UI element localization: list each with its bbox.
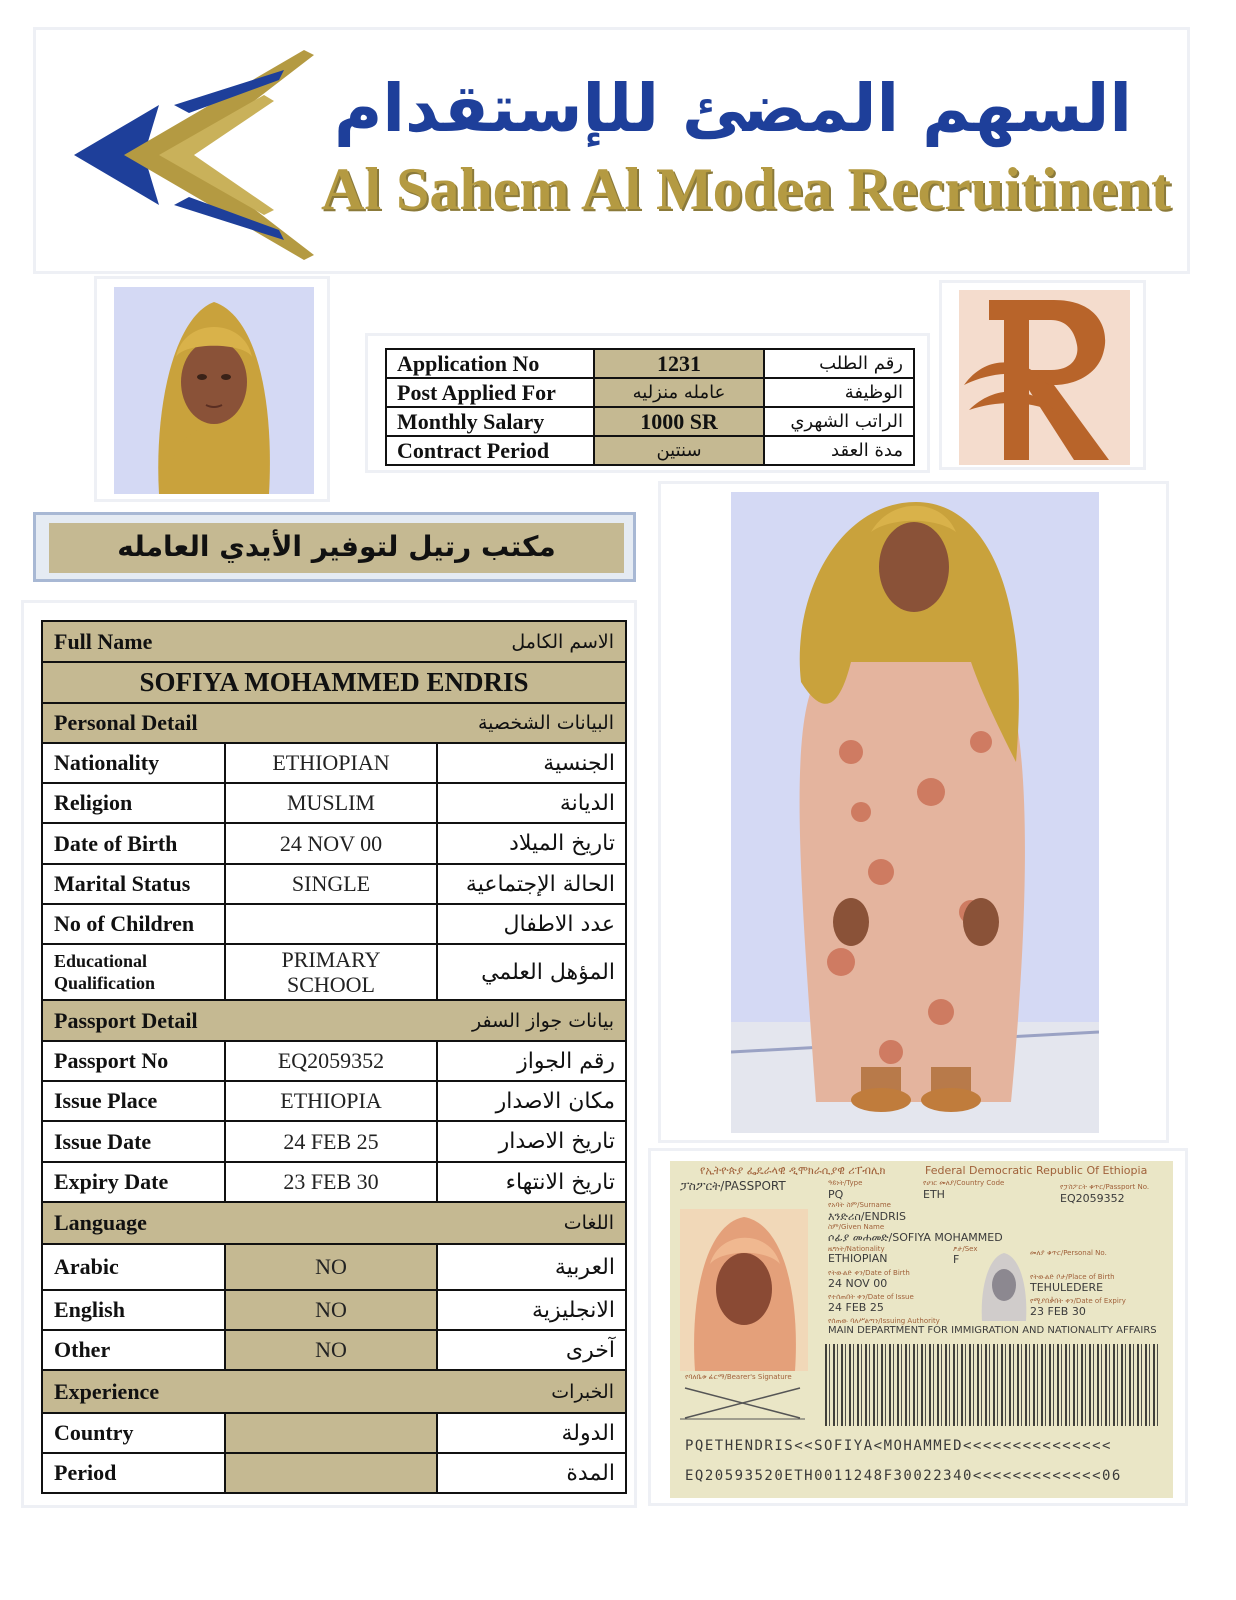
field-label: English xyxy=(42,1290,225,1330)
passport-surname-label: የአባት ስም/Surname xyxy=(828,1201,891,1209)
passport-nationality: ETHIOPIAN xyxy=(828,1252,888,1265)
full-body-photo xyxy=(731,492,1099,1133)
company-name-arabic: السهم المضئ للإستقدام xyxy=(334,70,1132,147)
field-label-arabic: رقم الجواز xyxy=(437,1041,626,1081)
table-row xyxy=(42,1202,626,1244)
issue-place-value: ETHIOPIA xyxy=(225,1081,437,1121)
application-info-box xyxy=(365,333,930,473)
other-language-value: NO xyxy=(225,1330,437,1370)
field-label-arabic: الانجليزية xyxy=(437,1290,626,1330)
education-value xyxy=(225,944,437,1000)
passport-country: ETH xyxy=(923,1188,945,1201)
full-name-label: Full Name xyxy=(54,628,153,654)
full-body-photo-frame xyxy=(658,481,1169,1143)
table-row xyxy=(42,621,626,662)
table-row xyxy=(42,1041,626,1081)
table-row xyxy=(42,1370,626,1413)
worker-detail-table xyxy=(41,620,627,1494)
passport-issue-label: የተሰጠበት ቀን/Date of Issue xyxy=(828,1293,914,1301)
passport-issue-date: 24 FEB 25 xyxy=(828,1301,884,1314)
section-heading: Personal Detail xyxy=(54,710,198,735)
passport-dob-label: የትውልድ ቀን/Date of Birth xyxy=(828,1269,910,1277)
passport-personal-no-label: መለያ ቁጥር/Personal No. xyxy=(1030,1249,1107,1257)
table-row xyxy=(42,1000,626,1041)
passport-expiry-date: 23 FEB 30 xyxy=(1030,1305,1086,1318)
section-heading-arabic: الخبرات xyxy=(551,1380,614,1403)
row-label: Contract Period xyxy=(386,436,594,465)
table-row xyxy=(42,944,626,1000)
field-label-arabic: تاريخ الانتهاء xyxy=(437,1162,626,1202)
field-label-arabic: العربية xyxy=(437,1244,626,1290)
passport-type: PQ xyxy=(828,1188,844,1201)
r-logo-icon xyxy=(959,290,1130,465)
education-label xyxy=(42,944,225,1000)
full-name-label-arabic: الاسم الكامل xyxy=(511,630,614,653)
table-row xyxy=(42,1453,626,1493)
passport-header-english: Federal Democratic Republic Of Ethiopia xyxy=(925,1164,1148,1177)
field-label-arabic: آخرى xyxy=(437,1330,626,1370)
field-label: Religion xyxy=(42,783,225,823)
passport-number-value: EQ2059352 xyxy=(225,1041,437,1081)
education-value-line1: PRIMARY xyxy=(281,947,381,972)
passport-photo xyxy=(680,1209,808,1371)
office-title-box xyxy=(33,512,636,582)
section-heading: Language xyxy=(54,1210,147,1235)
experience-period-value xyxy=(225,1453,437,1493)
agency-logo-frame xyxy=(939,280,1146,470)
arrow-logo-icon xyxy=(64,45,324,260)
section-heading: Experience xyxy=(54,1378,160,1404)
passport-country-label: የሀገር መለያ/Country Code xyxy=(923,1179,1005,1187)
table-row xyxy=(42,703,626,743)
barcode-icon xyxy=(825,1344,1160,1426)
passport-frame xyxy=(648,1148,1188,1506)
table-row xyxy=(42,1081,626,1121)
field-label: Other xyxy=(42,1330,225,1370)
table-row xyxy=(42,864,626,904)
marital-status-value: SINGLE xyxy=(225,864,437,904)
passport-surname: እንድሪስ/ENDRIS xyxy=(828,1210,907,1223)
field-label-arabic: الحالة الإجتماعية xyxy=(437,864,626,904)
table-row xyxy=(42,823,626,864)
passport-given-name: ሶፊያ መሐመድ/SOFIYA MOHAMMED xyxy=(828,1231,1003,1244)
passport-given-label: ስም/Given Name xyxy=(828,1223,885,1231)
worker-detail-frame xyxy=(21,600,637,1508)
field-label-arabic: عدد الاطفال xyxy=(437,904,626,944)
table-row xyxy=(42,783,626,823)
table-row xyxy=(42,1244,626,1290)
field-label-arabic: المؤهل العلمي xyxy=(437,944,626,1000)
issue-date-value: 24 FEB 25 xyxy=(225,1121,437,1162)
children-value xyxy=(225,904,437,944)
passport-pob-label: የትውልድ ቦታ/Place of Birth xyxy=(1030,1273,1115,1281)
passport-authority: MAIN DEPARTMENT FOR IMMIGRATION AND NATIONALITY AFFAIRS xyxy=(828,1325,1157,1336)
field-label: Date of Birth xyxy=(42,823,225,864)
application-table xyxy=(385,348,915,466)
section-heading: Passport Detail xyxy=(54,1007,198,1033)
table-row xyxy=(386,378,914,407)
passport-sex: F xyxy=(953,1253,960,1266)
field-label-arabic: مكان الاصدار xyxy=(437,1081,626,1121)
english-value: NO xyxy=(225,1290,437,1330)
row-label-arabic: رقم الطلب xyxy=(764,349,914,378)
field-label-arabic: تاريخ الاصدار xyxy=(437,1121,626,1162)
passport-scan xyxy=(670,1161,1173,1498)
education-label-line1: Educational xyxy=(54,951,148,971)
row-label-arabic: مدة العقد xyxy=(764,436,914,465)
field-label-arabic: الجنسية xyxy=(437,743,626,783)
table-row xyxy=(42,1290,626,1330)
passport-pob: TEHULEDERE xyxy=(1030,1281,1104,1294)
field-label: Expiry Date xyxy=(42,1162,225,1202)
row-label: Monthly Salary xyxy=(386,407,594,436)
section-heading-arabic: البيانات الشخصية xyxy=(477,712,614,734)
header-banner xyxy=(33,27,1190,274)
table-row xyxy=(386,436,914,465)
experience-country-value xyxy=(225,1413,437,1453)
passport-number-label: የፓስፖርት ቁጥር/Passport No. xyxy=(1060,1183,1150,1191)
table-row xyxy=(42,1330,626,1370)
education-label-line2: Qualification xyxy=(54,973,156,993)
date-of-birth-value: 24 NOV 00 xyxy=(225,823,437,864)
field-label-arabic: المدة xyxy=(437,1453,626,1493)
application-number: 1231 xyxy=(594,349,764,378)
table-row xyxy=(386,349,914,378)
company-name-english: Al Sahem Al Modea Recruitinent xyxy=(321,156,1171,222)
salary-value: 1000 SR xyxy=(594,407,764,436)
field-label: Nationality xyxy=(42,743,225,783)
office-title: مكتب رتيل لتوفير الأيدي العامله xyxy=(49,523,624,573)
passport-header-amharic: የኢትዮጵያ ፌዴራላዊ ዲሞክራሲያዊ ሪፐብሊክ xyxy=(700,1164,886,1177)
field-label-arabic: الدولة xyxy=(437,1413,626,1453)
passport-ghost-photo xyxy=(976,1249,1032,1321)
table-row xyxy=(42,904,626,944)
row-label: Application No xyxy=(386,349,594,378)
arabic-value: NO xyxy=(225,1244,437,1290)
section-heading-arabic: بيانات جواز السفر xyxy=(472,1009,614,1032)
passport-type-label: ዓይነት/Type xyxy=(828,1179,863,1187)
table-row xyxy=(42,1413,626,1453)
expiry-date-value: 23 FEB 30 xyxy=(225,1162,437,1202)
field-label-arabic: الديانة xyxy=(437,783,626,823)
passport-title: ፓስፖርት/PASSPORT xyxy=(680,1179,786,1193)
table-row xyxy=(42,662,626,703)
passport-sex-label: ፆታ/Sex xyxy=(953,1245,978,1253)
passport-authority-label: የሰጠው ባለሥልጣን/Issuing Authority xyxy=(828,1317,940,1325)
passport-dob: 24 NOV 00 xyxy=(828,1277,888,1290)
passport-signature-label: የባለቤቱ ፊርማ/Bearer's Signature xyxy=(685,1373,792,1381)
field-label-arabic: تاريخ الميلاد xyxy=(437,823,626,864)
field-label: Marital Status xyxy=(42,864,225,904)
headshot-photo xyxy=(114,287,314,494)
table-row xyxy=(42,1121,626,1162)
signature-icon xyxy=(680,1383,805,1423)
table-row xyxy=(42,1162,626,1202)
field-label: Issue Date xyxy=(42,1121,225,1162)
row-label-arabic: الراتب الشهري xyxy=(764,407,914,436)
religion-value: MUSLIM xyxy=(225,783,437,823)
mrz-line-1: PQETHENDRIS<<SOFIYA<MOHAMMED<<<<<<<<<<<<<<< xyxy=(685,1438,1112,1454)
field-label: Period xyxy=(42,1453,225,1493)
passport-number: EQ2059352 xyxy=(1060,1192,1125,1205)
row-label: Post Applied For xyxy=(386,378,594,407)
field-label: Arabic xyxy=(42,1244,225,1290)
education-value-line2: SCHOOL xyxy=(286,972,375,997)
post-applied-value: عامله منزليه xyxy=(594,378,764,407)
table-row xyxy=(386,407,914,436)
passport-nationality-label: ዜግነት/Nationality xyxy=(828,1245,885,1253)
full-name-value: SOFIYA MOHAMMED ENDRIS xyxy=(42,662,626,703)
field-label: Passport No xyxy=(42,1041,225,1081)
passport-expiry-label: የሚያበቃበት ቀን/Date of Expiry xyxy=(1030,1297,1126,1305)
nationality-value: ETHIOPIAN xyxy=(225,743,437,783)
table-row xyxy=(42,743,626,783)
mrz-line-2: EQ20593520ETH0011248F30022340<<<<<<<<<<<<<06 xyxy=(685,1468,1122,1484)
field-label: No of Children xyxy=(42,904,225,944)
contract-period-value: سنتين xyxy=(594,436,764,465)
row-label-arabic: الوظيفة xyxy=(764,378,914,407)
small-photo-frame xyxy=(94,276,330,502)
field-label: Country xyxy=(42,1413,225,1453)
section-heading-arabic: اللغات xyxy=(563,1212,614,1234)
field-label: Issue Place xyxy=(42,1081,225,1121)
